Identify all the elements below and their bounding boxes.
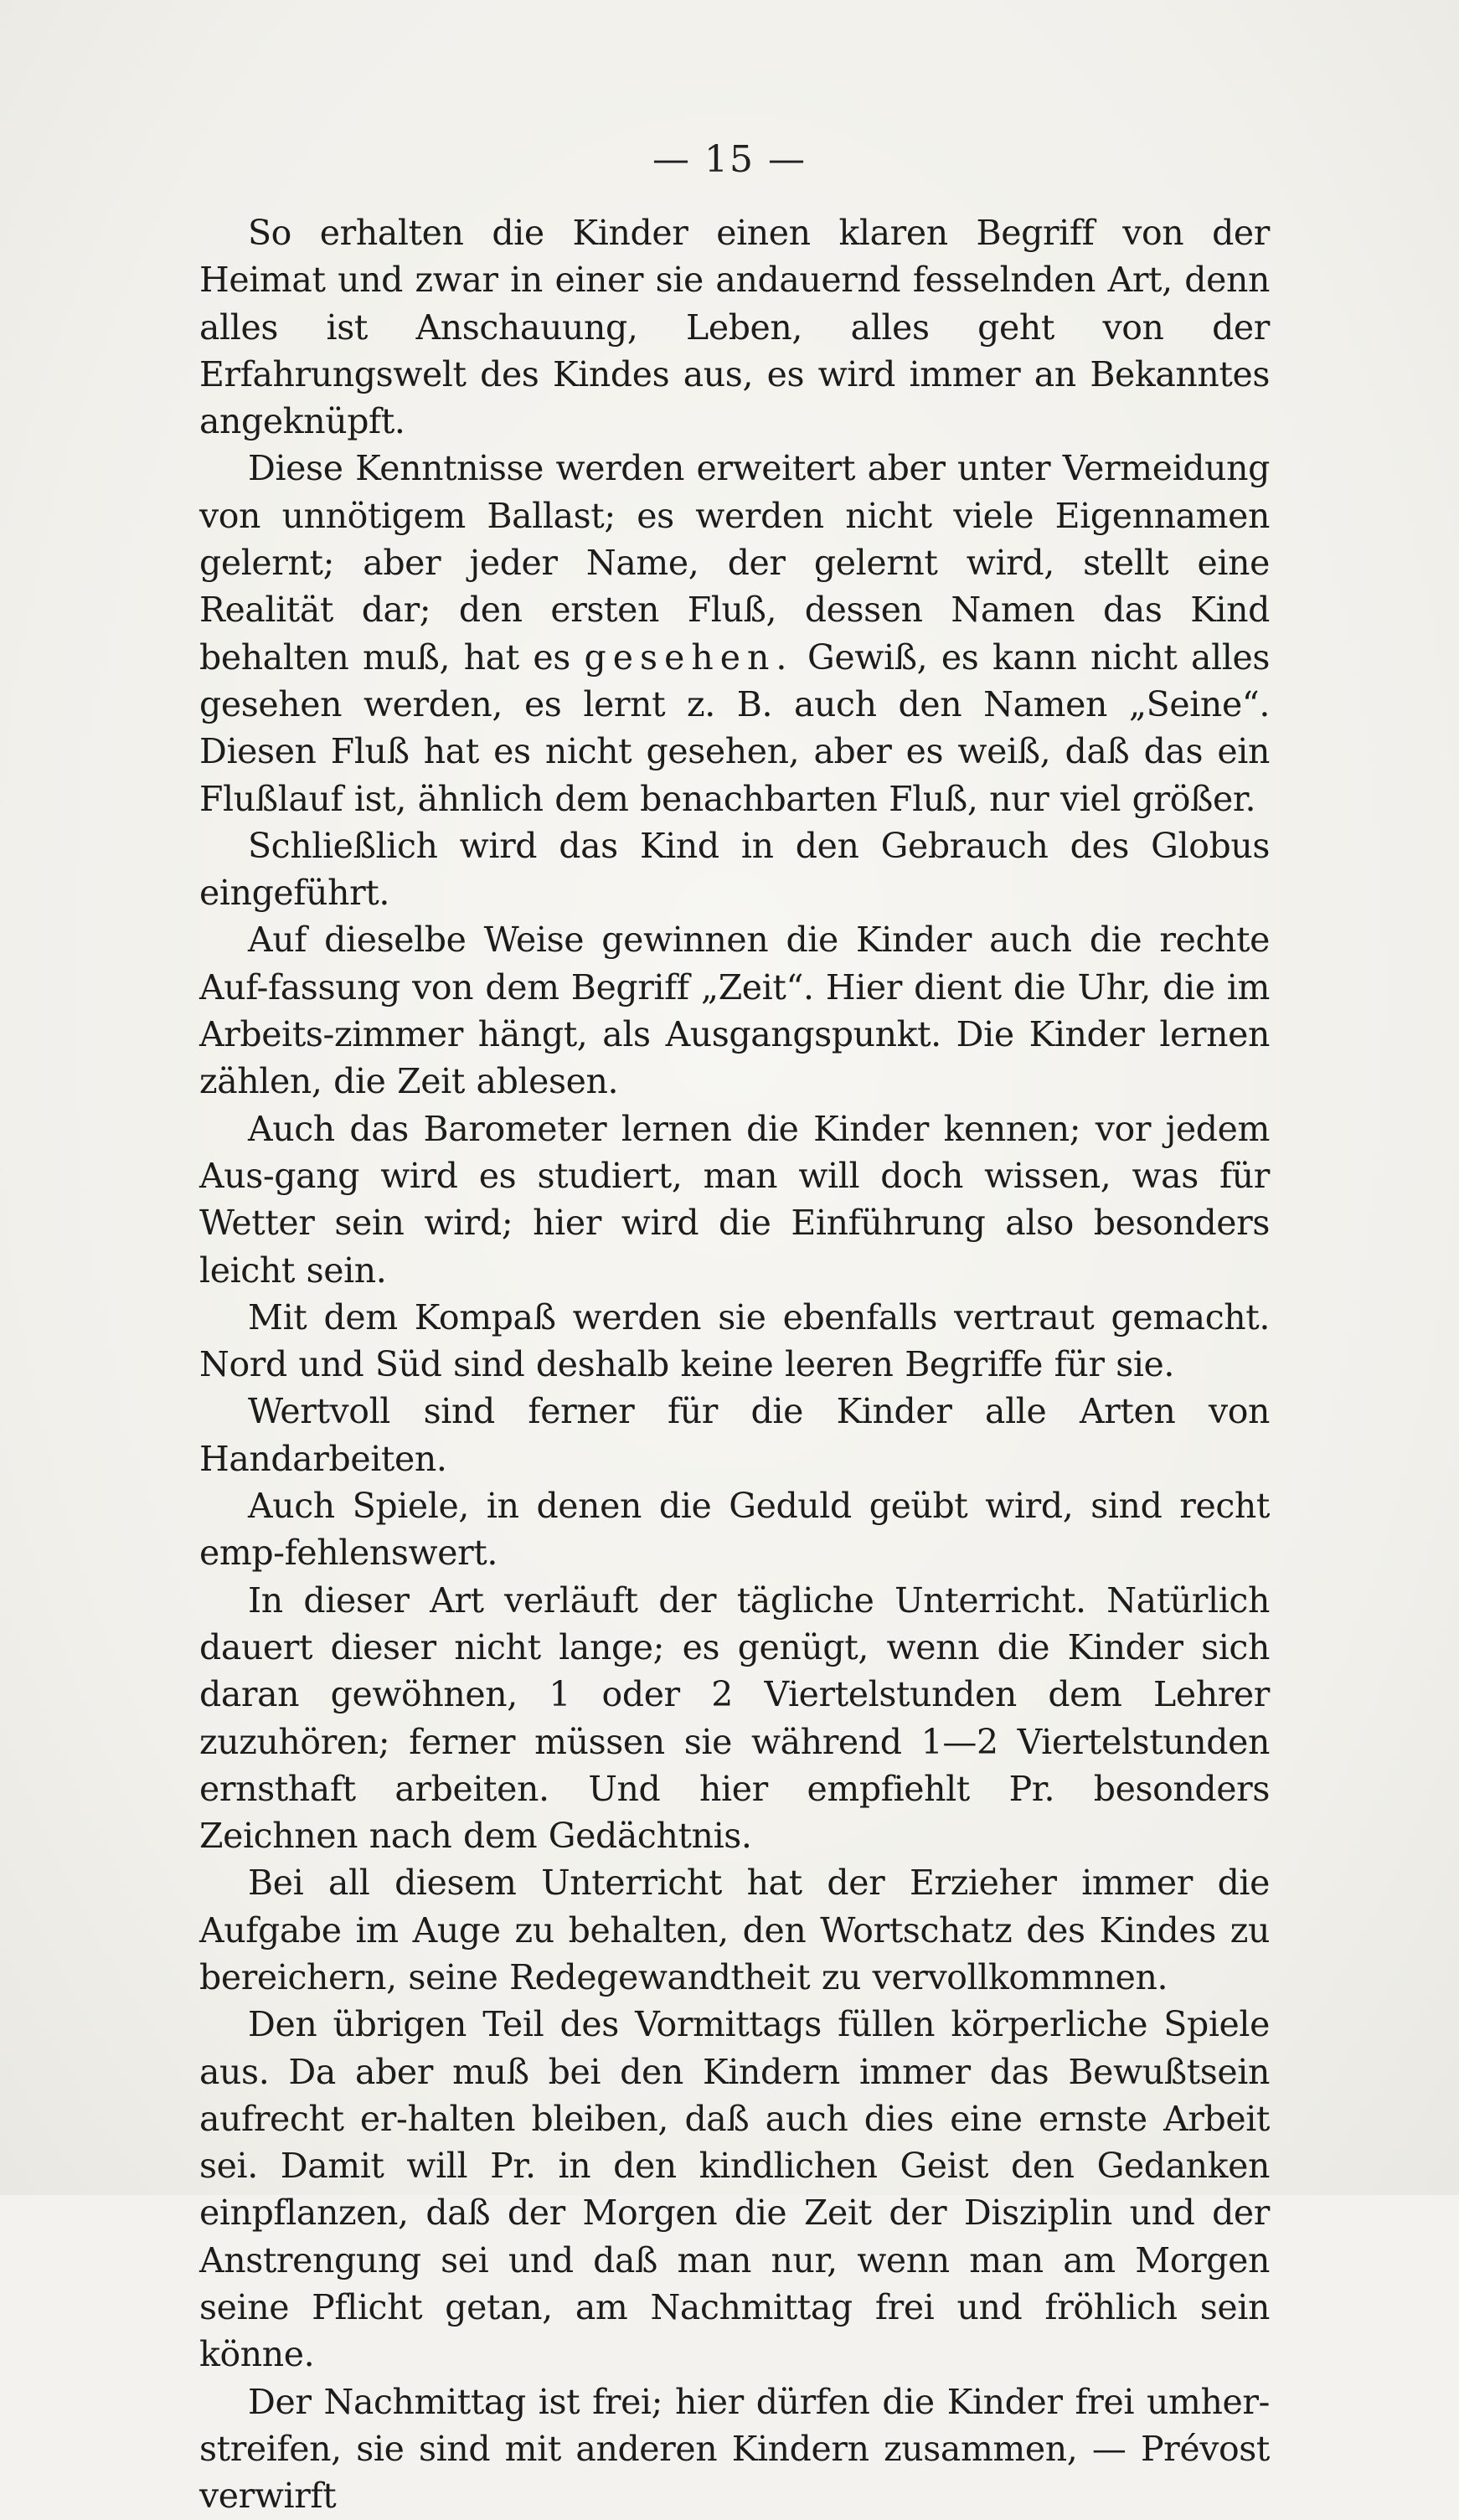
paragraph-unterricht: In dieser Art verläuft der tägliche Unterricht. Natürlich dauert dieser nicht lange; es genügt, wenn die Kinder sich daran gewöhnen, 1 oder 2 Viertelstunden dem Lehrer zuzuhören; ferner müssen sie während 1—2 Viertelstunden ernsthaft arbeiten. Und hier empfiehlt Pr. besonders Zeichnen nach dem Gedächtnis. [199,1580,1270,1857]
body-text [199,209,1270,2520]
paragraph-nachmittag: Der Nachmittag ist frei; hier dürfen die Kinder frei umher-streifen, sie sind mit anderen Kindern zusammen, — Prévost verwirft [199,2381,1270,2517]
paragraph-vormittag: Den übrigen Teil des Vormittags füllen körperliche Spiele aus. Da aber muß bei den Kindern immer das Bewußtsein aufrecht er-halten bleiben, daß auch dies eine ernste Arbeit sei. Damit will Pr. in den kindlichen Geist den Gedanken einpflanzen, daß der Morgen die Zeit der Disziplin und der Anstrengung sei und daß man nur, wenn man am Morgen seine Pflicht getan, am Nachmittag frei und fröhlich sein könne. [199,2004,1270,2375]
paragraph-kenntnisse-part-a: Diese Kenntnisse werden erweitert aber unter Vermeidung von unnötigem Ballast; es werden nicht viele Eigennamen gelernt; aber jeder Name, der gelernt wird, stellt eine Realität dar; den ersten Fluß, dessen Namen das Kind behalten muß, hat es [199,448,1270,678]
paragraph-spiele: Auch Spiele, in denen die Geduld geübt wird, sind recht emp-fehlenswert. [199,1486,1270,1574]
paragraph-zeit: Auf dieselbe Weise gewinnen die Kinder auch die rechte Auf-fassung von dem Begriff „Zeit“. Hier dient die Uhr, die im Arbeits-zimmer hängt, als Ausgangspunkt. Die Kinder lernen zählen, die Zeit ablesen. [199,920,1270,1102]
paragraph-barometer: Auch das Barometer lernen die Kinder kennen; vor jedem Aus-gang wird es studiert, man will doch wissen, was für Wetter sein wird; hier wird die Einführung also besonders leicht sein. [199,1108,1270,1291]
paragraph-kenntnisse-part-b: Gewiß, es kann nicht alles gesehen werden, es lernt z. B. auch den Namen „Seine“. Diesen Fluß hat es nicht gesehen, aber es weiß, daß das ein Flußlauf ist, ähnlich dem benachbarten Fluß, nur viel größer. [199,636,1270,819]
paragraph-kompass: Mit dem Kompaß werden sie ebenfalls vertraut gemacht. Nord und Süd sind deshalb keine leeren Begriffe für sie. [199,1296,1270,1385]
paragraph-handarbeiten: Wertvoll sind ferner für die Kinder alle Arten von Handarbeiten. [199,1391,1270,1479]
paragraph-wortschatz: Bei all diesem Unterricht hat der Erzieher immer die Aufgabe im Auge zu behalten, den Wortschatz des Kindes zu bereichern, seine Redegewandtheit zu vervollkommnen. [199,1863,1270,1997]
page-number: — 15 — [652,138,807,181]
paragraph-kenntnisse [199,445,1270,822]
emphasis-gesehen: gesehen. [584,636,794,678]
paragraph-globus: Schließlich wird das Kind in den Gebrauch des Globus eingeführt. [199,825,1270,914]
paragraph-heimat: So erhalten die Kinder einen klaren Begriff von der Heimat und zwar in einer sie andauernd fesselnden Art, denn alles ist Anschauung, Leben, alles geht von der Erfahrungswelt des Kindes aus, es wird immer an Bekanntes angeknüpft. [199,213,1270,442]
